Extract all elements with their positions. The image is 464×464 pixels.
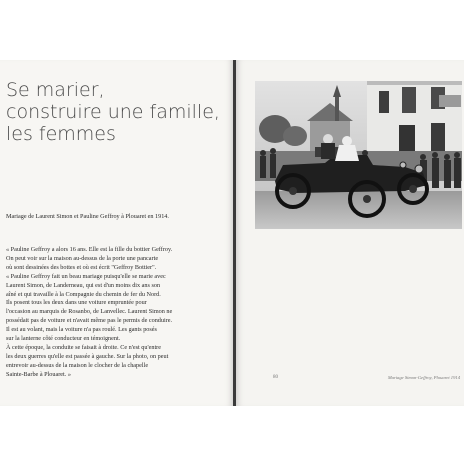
body-line: entrevoir au-dessus de la maison le clocher de la chapelle [6,361,149,369]
title-line: construire une famille, [6,101,220,123]
wedding-photo-illustration [255,81,462,229]
book-spread [0,60,464,406]
body-line: Laurent Simon, de Landerneau, qui est d'un moins dix ans son [6,281,161,289]
body-line: À cette époque, la conduite se faisait à droite. Ce n'est qu'entre [6,343,161,351]
wedding-photo [255,81,462,229]
right-page [236,60,464,406]
page-number: 80 [273,375,278,380]
body-line: les deux guerres qu'elle est passée à gauche. Sur la photo, on peut [6,352,169,360]
body-line: l'occasion au marquis de Rosanbo, de Lanvellec. Laurent Simon ne [6,308,173,316]
body-line: « Pauline Geffroy a alors 16 ans. Elle est la fille du bottier Geffroy. [6,246,173,253]
body-line: sur la lanterne côté conducteur en témoignent. [6,335,121,343]
body-line: aîné et qui travaille à la Compagnie du chemin de fer du Nord. [6,290,161,298]
body-line: Il est au volant, mais la voiture n'a pas roulé. Les gants posés [6,326,157,334]
body-text [6,246,228,380]
body-line: possédait pas de voiture et n'avait même pas le permis de conduire. [6,317,173,325]
body-line: où sont dessinées des bottes et où est écrit "Geffroy Bottier". [6,263,157,271]
title-line: les femmes [6,123,116,145]
body-line: On peut voir sur la maison au-dessus de la porte une pancarte [6,254,159,262]
title-line: Se marier, [6,79,105,101]
left-page [0,60,233,406]
page-title [6,79,228,145]
body-line: Sainte-Barbe à Plouaret. » [6,370,71,378]
photo-caption: Mariage de Laurent Simon et Pauline Geffroy à Plouaret en 1914. [6,213,169,220]
photo-credit: Mariage Simon-Geffroy, Plouaret 1914 [387,375,460,380]
body-line: « Pauline Geffroy fait un beau mariage puisqu'elle se marie avec [6,272,166,280]
body-line: Ils posent tous les deux dans une voiture empruntée pour [6,299,147,307]
